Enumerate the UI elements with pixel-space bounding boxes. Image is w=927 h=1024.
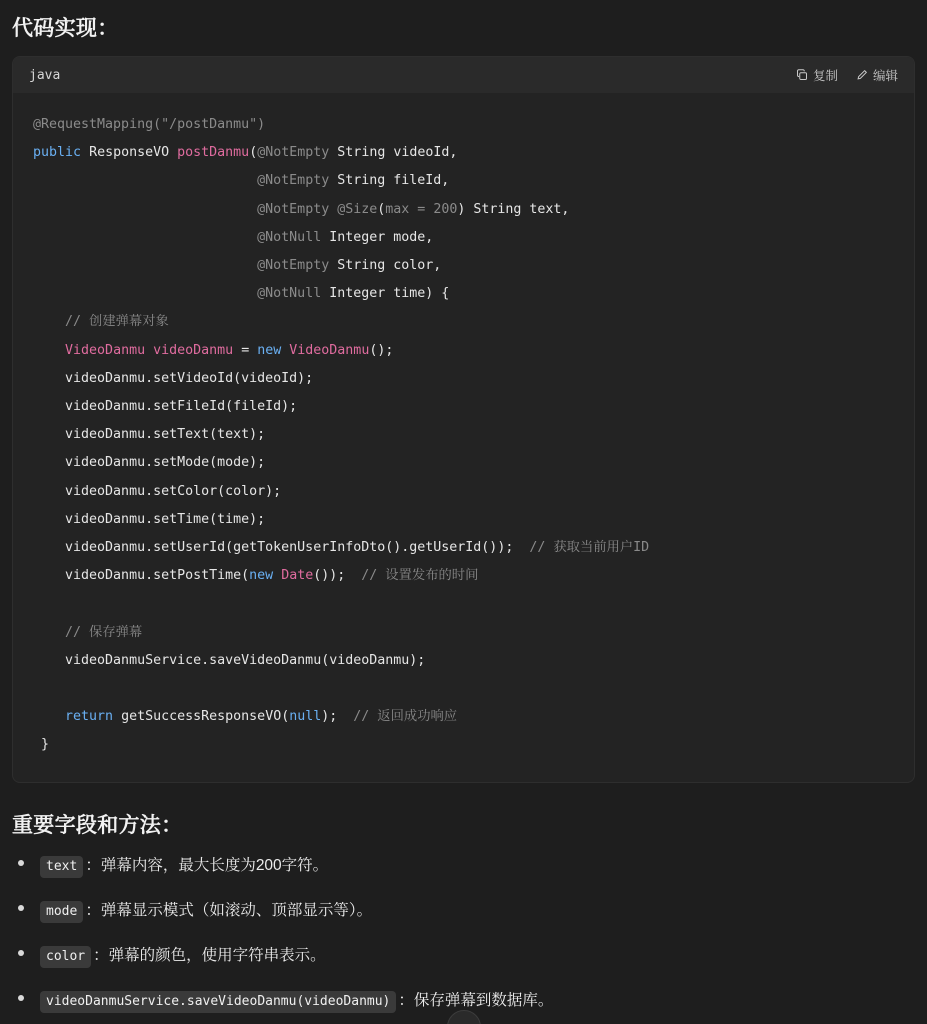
code-language-label: java <box>29 67 61 83</box>
edit-icon <box>856 69 868 81</box>
edit-button[interactable] <box>856 66 898 84</box>
copy-button[interactable] <box>796 66 838 84</box>
copy-label: 复制 <box>812 69 838 83</box>
field-code: mode <box>40 901 83 923</box>
field-code: color <box>40 946 91 968</box>
page-root <box>0 12 927 1024</box>
page-title: 代码实现： <box>12 17 119 40</box>
field-description: ：弹幕的颜色，使用字符串表示。 <box>93 947 326 965</box>
bullet-icon <box>18 905 24 911</box>
field-code: videoDanmuService.saveVideoDanmu(videoDanmu) <box>40 991 396 1013</box>
code-block-card <box>12 56 915 783</box>
bullet-icon <box>18 950 24 956</box>
field-description: ：弹幕显示模式（如滚动、顶部显示等）。 <box>85 901 373 919</box>
copy-icon <box>796 69 808 81</box>
fields-list <box>12 855 915 1014</box>
list-item <box>18 945 915 968</box>
list-item <box>18 855 915 878</box>
fields-section-title: 重要字段和方法： <box>12 813 183 837</box>
code-block-actions <box>796 66 898 84</box>
field-description: ：弹幕内容，最大长度为200字符。 <box>85 856 329 874</box>
field-code: text <box>40 856 83 878</box>
code-block-header <box>13 57 914 93</box>
edit-label: 编辑 <box>872 69 898 83</box>
field-description: ：保存弹幕到数据库。 <box>398 992 554 1010</box>
code-content: @RequestMapping("/postDanmu") public ResponseVO postDanmu(@NotEmpty String videoId, @NotEmpty String fileId, @NotEmpty @Size(max = 200) String text, @NotNull Integer mode, @NotEmpty String color, @NotNull Integer time) { // 创建弹幕对象 VideoDanmu videoDanmu = new VideoDanmu(); videoDanmu.setVideoId(videoId); videoDanmu.setFileId(fileId); videoDanmu.setText(text); videoDanmu.setMode(mode); videoDanmu.setColor(color); videoDanmu.setTime(time); videoDanmu.setUserId(getTokenUserInfoDto().getUserId()); // 获取当前用户ID videoDanmu.setPostTime(new Date()); // 设置发布的时间 // 保存弹幕 videoDanmuService.saveVideoDanmu(videoDanmu); return getSuccessResponseVO(null); // 返回成功响应 } <box>33 117 650 753</box>
bullet-icon <box>18 860 24 866</box>
bullet-icon <box>18 995 24 1001</box>
list-item <box>18 900 915 923</box>
